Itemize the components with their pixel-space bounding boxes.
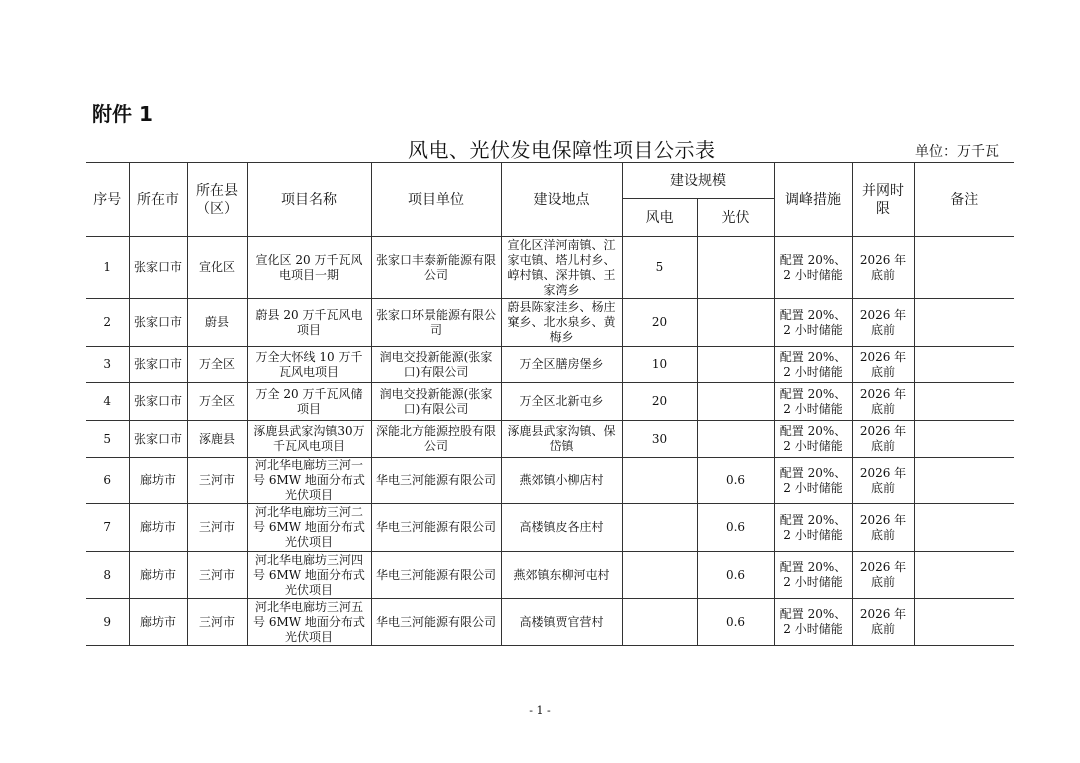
cell-city: 张家口市	[129, 299, 187, 347]
cell-name: 宣化区 20 万千瓦风电项目一期	[247, 237, 371, 299]
cell-solar: 0.6	[697, 599, 774, 646]
cell-solar	[697, 237, 774, 299]
cell-remark	[914, 299, 1014, 347]
cell-county: 涿鹿县	[187, 421, 247, 458]
table-row	[86, 383, 1014, 421]
cell-county: 三河市	[187, 599, 247, 646]
cell-grid: 2026 年底前	[852, 383, 914, 421]
cell-peak: 配置 20%、2 小时储能	[774, 347, 852, 383]
header-city: 所在市	[129, 163, 187, 237]
cell-company: 张家口丰泰新能源有限公司	[371, 237, 501, 299]
header-peak: 调峰措施	[774, 163, 852, 237]
cell-grid: 2026 年底前	[852, 299, 914, 347]
cell-wind: 20	[622, 383, 697, 421]
header-name: 项目名称	[247, 163, 371, 237]
table-row	[86, 504, 1014, 552]
cell-remark	[914, 458, 1014, 504]
cell-peak: 配置 20%、2 小时储能	[774, 504, 852, 552]
cell-county: 万全区	[187, 383, 247, 421]
cell-solar: 0.6	[697, 504, 774, 552]
cell-city: 张家口市	[129, 421, 187, 458]
cell-no: 5	[86, 421, 129, 458]
cell-no: 3	[86, 347, 129, 383]
cell-remark	[914, 552, 1014, 599]
cell-county: 三河市	[187, 504, 247, 552]
cell-peak: 配置 20%、2 小时储能	[774, 599, 852, 646]
cell-no: 7	[86, 504, 129, 552]
cell-city: 廊坊市	[129, 458, 187, 504]
cell-location: 燕郊镇小柳店村	[501, 458, 622, 504]
page-title: 风电、光伏发电保障性项目公示表	[408, 138, 716, 162]
cell-city: 张家口市	[129, 237, 187, 299]
cell-peak: 配置 20%、2 小时储能	[774, 383, 852, 421]
cell-grid: 2026 年底前	[852, 237, 914, 299]
cell-remark	[914, 347, 1014, 383]
cell-wind	[622, 599, 697, 646]
cell-peak: 配置 20%、2 小时储能	[774, 299, 852, 347]
cell-peak: 配置 20%、2 小时储能	[774, 552, 852, 599]
cell-name: 万全大怀线 10 万千瓦风电项目	[247, 347, 371, 383]
cell-no: 1	[86, 237, 129, 299]
cell-city: 廊坊市	[129, 504, 187, 552]
cell-county: 蔚县	[187, 299, 247, 347]
header-location: 建设地点	[501, 163, 622, 237]
cell-no: 2	[86, 299, 129, 347]
header-solar: 光伏	[697, 199, 774, 237]
cell-grid: 2026 年底前	[852, 504, 914, 552]
cell-grid: 2026 年底前	[852, 347, 914, 383]
cell-wind: 20	[622, 299, 697, 347]
header-no: 序号	[86, 163, 129, 237]
cell-name: 河北华电廊坊三河五号 6MW 地面分布式光伏项目	[247, 599, 371, 646]
header-grid: 并网时限	[852, 163, 914, 237]
cell-peak: 配置 20%、2 小时储能	[774, 237, 852, 299]
cell-location: 高楼镇贾官营村	[501, 599, 622, 646]
cell-remark	[914, 599, 1014, 646]
cell-county: 万全区	[187, 347, 247, 383]
header-county: 所在县（区）	[187, 163, 247, 237]
table-body	[86, 237, 1014, 646]
cell-company: 华电三河能源有限公司	[371, 504, 501, 552]
cell-city: 张家口市	[129, 383, 187, 421]
unit-label: 单位：万千瓦	[915, 144, 999, 160]
header-remark: 备注	[914, 163, 1014, 237]
header-company: 项目单位	[371, 163, 501, 237]
cell-solar	[697, 299, 774, 347]
cell-grid: 2026 年底前	[852, 599, 914, 646]
cell-name: 涿鹿县武家沟镇30万千瓦风电项目	[247, 421, 371, 458]
cell-location: 宣化区洋河南镇、江家屯镇、塔儿村乡、崞村镇、深井镇、王家湾乡	[501, 237, 622, 299]
cell-grid: 2026 年底前	[852, 458, 914, 504]
cell-solar	[697, 383, 774, 421]
cell-wind: 10	[622, 347, 697, 383]
table-row	[86, 299, 1014, 347]
cell-name: 蔚县 20 万千瓦风电项目	[247, 299, 371, 347]
table-header	[86, 163, 1014, 237]
cell-remark	[914, 383, 1014, 421]
cell-peak: 配置 20%、2 小时储能	[774, 421, 852, 458]
cell-location: 万全区北新屯乡	[501, 383, 622, 421]
cell-no: 6	[86, 458, 129, 504]
cell-name: 万全 20 万千瓦风储项目	[247, 383, 371, 421]
cell-county: 宣化区	[187, 237, 247, 299]
table-row	[86, 458, 1014, 504]
table-row	[86, 599, 1014, 646]
cell-name: 河北华电廊坊三河四号 6MW 地面分布式光伏项目	[247, 552, 371, 599]
cell-solar	[697, 421, 774, 458]
cell-wind: 5	[622, 237, 697, 299]
cell-city: 张家口市	[129, 347, 187, 383]
cell-county: 三河市	[187, 458, 247, 504]
cell-wind	[622, 458, 697, 504]
table-row	[86, 237, 1014, 299]
table-row	[86, 552, 1014, 599]
cell-grid: 2026 年底前	[852, 552, 914, 599]
cell-peak: 配置 20%、2 小时储能	[774, 458, 852, 504]
cell-location: 万全区膳房堡乡	[501, 347, 622, 383]
cell-location: 蔚县陈家洼乡、杨庄窠乡、北水泉乡、黄梅乡	[501, 299, 622, 347]
cell-solar	[697, 347, 774, 383]
cell-name: 河北华电廊坊三河一号 6MW 地面分布式光伏项目	[247, 458, 371, 504]
cell-wind	[622, 504, 697, 552]
cell-name: 河北华电廊坊三河二号 6MW 地面分布式光伏项目	[247, 504, 371, 552]
table-row	[86, 347, 1014, 383]
cell-company: 润电交投新能源(张家口)有限公司	[371, 383, 501, 421]
cell-remark	[914, 421, 1014, 458]
cell-solar: 0.6	[697, 552, 774, 599]
cell-remark	[914, 237, 1014, 299]
attachment-label: 附件 1	[92, 102, 153, 126]
cell-company: 润电交投新能源(张家口)有限公司	[371, 347, 501, 383]
cell-no: 9	[86, 599, 129, 646]
cell-company: 华电三河能源有限公司	[371, 458, 501, 504]
cell-no: 4	[86, 383, 129, 421]
cell-wind	[622, 552, 697, 599]
cell-company: 华电三河能源有限公司	[371, 552, 501, 599]
cell-wind: 30	[622, 421, 697, 458]
cell-remark	[914, 504, 1014, 552]
table-row	[86, 421, 1014, 458]
cell-location: 燕郊镇东柳河屯村	[501, 552, 622, 599]
header-scale: 建设规模	[622, 163, 774, 199]
cell-city: 廊坊市	[129, 552, 187, 599]
page-number: - 1 -	[529, 704, 551, 717]
cell-company: 华电三河能源有限公司	[371, 599, 501, 646]
cell-county: 三河市	[187, 552, 247, 599]
project-table	[86, 162, 1014, 646]
cell-company: 深能北方能源控股有限公司	[371, 421, 501, 458]
cell-location: 涿鹿县武家沟镇、保岱镇	[501, 421, 622, 458]
cell-company: 张家口环景能源有限公司	[371, 299, 501, 347]
cell-location: 高楼镇皮各庄村	[501, 504, 622, 552]
cell-grid: 2026 年底前	[852, 421, 914, 458]
cell-solar: 0.6	[697, 458, 774, 504]
header-wind: 风电	[622, 199, 697, 237]
cell-city: 廊坊市	[129, 599, 187, 646]
cell-no: 8	[86, 552, 129, 599]
